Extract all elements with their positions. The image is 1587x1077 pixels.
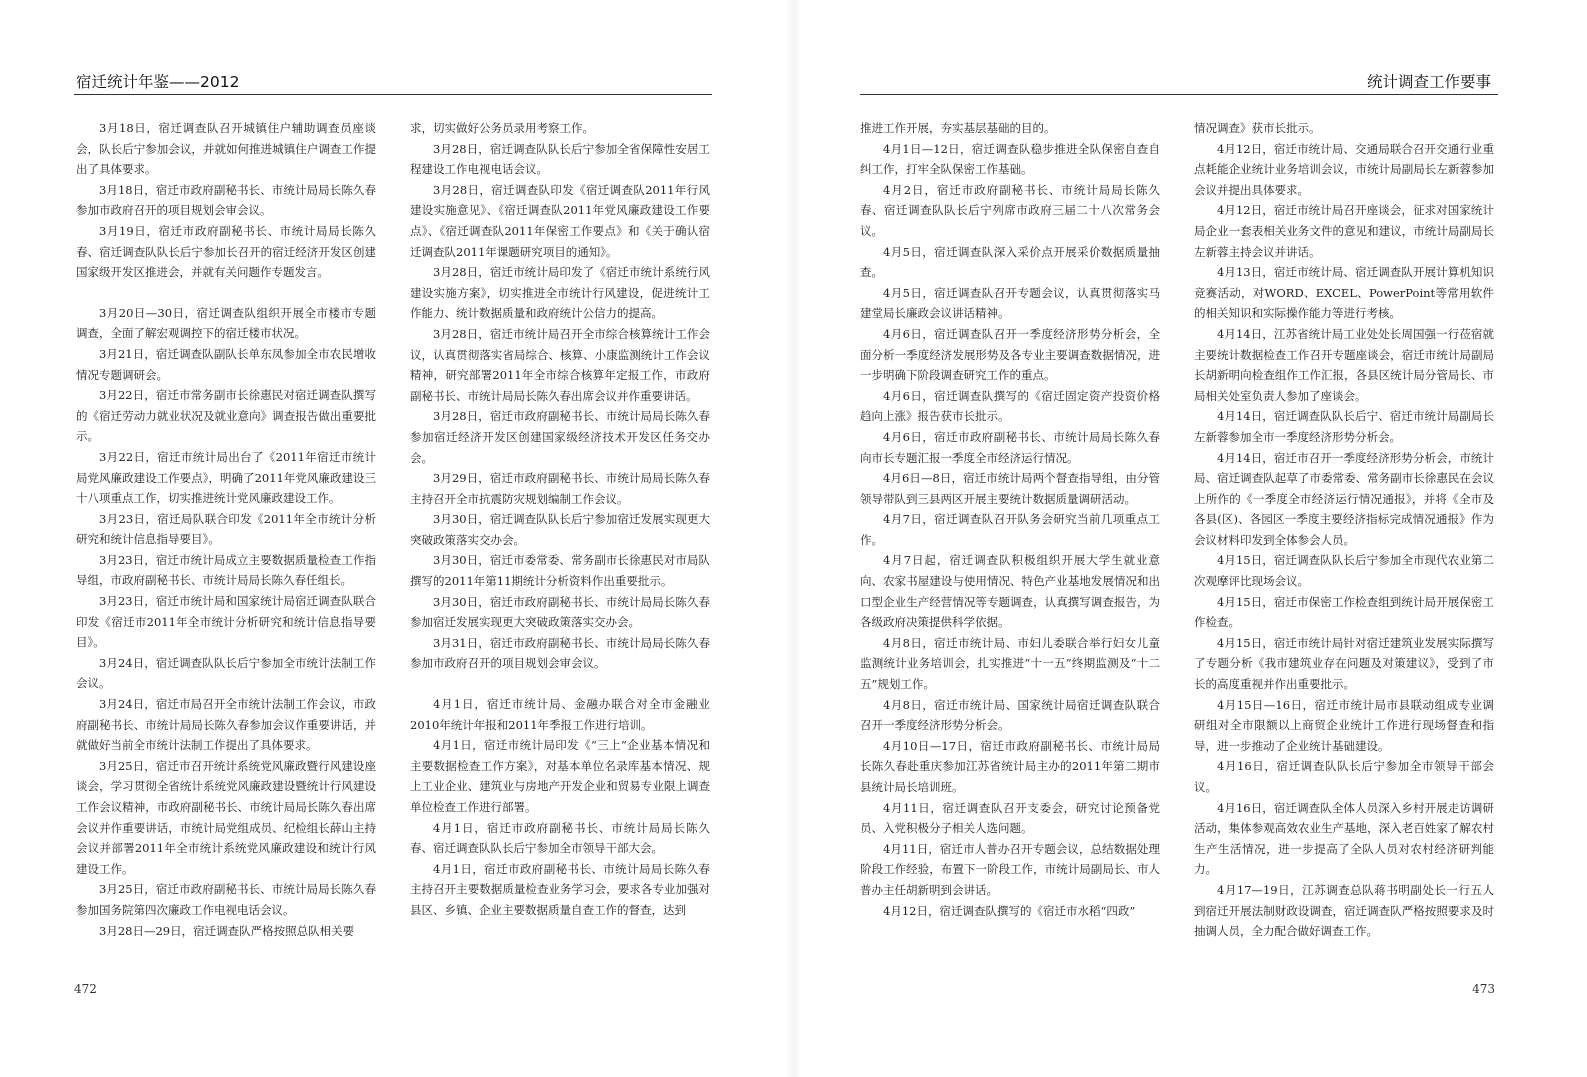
- entry-paragraph: 3月21日，宿迁调查队副队长单东凤参加全市农民增收情况专题调研会。: [76, 346, 376, 382]
- entry-paragraph: 4月11日，宿迁市人普办召开专题会议，总结数据处理阶段工作经验，布置下一阶段工作，市统计局副局长、市人普办主任胡新明到会讲话。: [860, 841, 1160, 897]
- entry-paragraph: 4月8日，宿迁市统计局、市妇儿委联合举行妇女儿童监测统计业务培训会，扎实推进“十一五”终期监测及“十二五”规划工作。: [860, 635, 1160, 692]
- entry-paragraph: 3月24日，宿迁市局召开全市统计法制工作会议，市政府副秘书长、市统计局局长陈久春参加会议作重要讲话，并就做好当前全市统计法制工作提出了具体要求。: [76, 697, 376, 753]
- entry-paragraph: 3月28日，宿迁调查队队长后宁参加全省保障性安居工程建设工作电视电话会议。: [410, 141, 710, 177]
- entry-paragraph: 4月11日，宿迁调查队召开支委会，研究讨论预备党员、入党积极分子相关人选问题。: [860, 800, 1160, 836]
- right-page-header: 统计调查工作要事: [1366, 73, 1491, 91]
- entry-paragraph: 4月7日起，宿迁调查队积极组织开展大学生就业意向、农家书屋建设与使用情况、特色产业基地发展情况和出口型企业生产经营情况等专题调查，认真撰写调查报告，为各级政府决策提供科学依据。: [860, 553, 1160, 630]
- entry-paragraph: 4月8日，宿迁市统计局、国家统计局宿迁调查队联合召开一季度经济形势分析会。: [860, 697, 1160, 733]
- entry-paragraph: 3月29日，宿迁市政府副秘书长、市统计局局长陈久春主持召开全市抗震防灾规划编制工作会议。: [410, 471, 710, 506]
- entry-paragraph: 4月12日，宿迁调查队撰写的《宿迁市水稻“四政”: [883, 903, 1136, 918]
- entry-paragraph: 4月12日，宿迁市统计局召开座谈会，征求对国家统计局企业一套表相关业务文件的意见和建议，市统计局副局长左新蓉主持会议并讲话。: [1194, 203, 1494, 259]
- entry-paragraph: 4月17—19日，江苏调查总队蒋书明副处长一行五人到宿迁开展法制财政设调查，宿迁调查队严格按照要求及时抽调人员，全力配合做好调查工作。: [1194, 882, 1494, 939]
- entry-paragraph: 4月1日，宿迁市政府副秘书长、市统计局局长陈久春主持召开主要数据质量检查业务学习会，要求各专业加强对县区、乡镇、企业主要数据质量自查工作的督查，达到: [410, 861, 710, 917]
- entry-paragraph: 4月5日，宿迁调查队召开专题会议，认真贯彻落实马建堂局长廉政会议讲话精神。: [860, 285, 1160, 321]
- left-page-header: 宿迁统计年鉴——2012: [76, 73, 240, 91]
- left-column-1: [76, 118, 376, 968]
- entry-paragraph: 4月6日—8日，宿迁市统计局两个督查指导组，由分管领导带队到三县两区开展主要统计数据质量调研活动。: [860, 471, 1160, 506]
- entry-paragraph: 4月1日，宿迁市政府副秘书长、市统计局局长陈久春、宿迁调查队队长后宁参加全市领导干部大会。: [410, 820, 710, 856]
- entry-paragraph: 3月25日，宿迁市召开统计系统党风廉政暨行风建设座谈会，学习贯彻全省统计系统党风廉政建设暨统计行风建设工作会议精神，市政府副秘书长、市统计局局长陈久春出席会议并作重要讲话，市统计局党组成员、纪检组长薛山主持会议并部署2011年全市统计系统党风廉政建设和统计行风建设工作。: [76, 758, 376, 876]
- entry-paragraph: 3月28日，宿迁市政府副秘书长、市统计局局长陈久春参加宿迁经济开发区创建国家级经济技术开发区任务交办会。: [410, 409, 710, 465]
- entry-paragraph: 4月15日，宿迁市保密工作检查组到统计局开展保密工作检查。: [1194, 594, 1494, 630]
- entry-paragraph: 3月22日，宿迁市常务副市长徐惠民对宿迁调查队撰写的《宿迁劳动力就业状况及就业意向》调查报告做出重要批示。: [76, 388, 376, 444]
- entry-paragraph: 4月1日，宿迁市统计局、金融办联合对全市金融业2010年统计年报和2011年季报工作进行培训。: [410, 697, 710, 732]
- entry-paragraph: 4月16日，宿迁调查队队长后宁参加全市领导干部会议。: [1194, 759, 1494, 794]
- entry-paragraph: 4月13日，宿迁市统计局、宿迁调查队开展计算机知识竞赛活动，对WORD、EXCEL、PowerPoint等常用软件的相关知识和实际操作能力等进行考核。: [1194, 265, 1494, 321]
- entry-paragraph: 4月12日，宿迁市统计局、交通局联合召开交通行业重点耗能企业统计业务培训会议，市统计局副局长左新蓉参加会议并提出具体要求。: [1194, 141, 1494, 197]
- entry-paragraph: 4月7日，宿迁调查队召开队务会研究当前几项重点工作。: [860, 512, 1160, 547]
- entry-paragraph: 4月14日，宿迁市召开一季度经济形势分析会，市统计局、宿迁调查队起草了市委常委、常务副市长徐惠民在会议上所作的《一季度全市经济运行情况通报》，并将《全市及各县(区)、各园区一季度主要经济指标完成情况通报》作为会议材料印发到全体参会人员。: [1194, 450, 1494, 547]
- entry-paragraph: 4月5日，宿迁调查队深入采价点开展采价数据质量抽查。: [860, 244, 1160, 280]
- entry-paragraph: 3月18日，宿迁调查队召开城镇住户辅助调查员座谈会，队长后宁参加会议，并就如何推进城镇住户调查工作提出了具体要求。: [76, 121, 376, 177]
- left-page: [0, 0, 793, 1077]
- entry-paragraph: 3月24日，宿迁调查队队长后宁参加全市统计法制工作会议。: [76, 655, 376, 691]
- entry-paragraph: 3月22日，宿迁市统计局出台了《2011年宿迁市统计局党风廉政建设工作要点》，明确了2011年党风廉政建设三十八项重点工作，切实推进统计党风廉政建设工作。: [76, 449, 376, 506]
- left-header-rule: [74, 94, 712, 95]
- right-page: [794, 0, 1587, 1077]
- entry-paragraph: 推进工作开展，夯实基层基础的目的。: [860, 121, 1056, 135]
- entry-paragraph: 3月18日，宿迁市政府副秘书长、市统计局局长陈久春参加市政府召开的项目规划会审会议。: [76, 182, 376, 218]
- entry-paragraph: 3月20日—30日，宿迁调查队组织开展全市楼市专题调查，全面了解宏观调控下的宿迁楼市状况。: [76, 305, 376, 341]
- entry-paragraph: 求，切实做好公务员录用考察工作。: [410, 121, 594, 135]
- entry-paragraph: 4月14日，江苏省统计局工业处处长周国强一行莅宿就主要统计数据检查工作召开专题座谈会，宿迁市统计局副局长胡新明向检查组作工作汇报，各县区统计局分管局长、市局相关处室负责人参加了座谈会。: [1194, 326, 1494, 403]
- entry-paragraph: 3月23日，宿迁市统计局成立主要数据质量检查工作指导组，市政府副秘书长、市统计局局长陈久春任组长。: [76, 552, 376, 588]
- entry-paragraph: 3月28日，宿迁市统计局印发了《宿迁市统计系统行风建设实施方案》，切实推进全市统计行风建设，促进统计工作能力、统计数据质量和政府统计公信力的提高。: [410, 265, 710, 321]
- entry-paragraph: 3月30日，宿迁市委常委、常务副市长徐惠民对市局队撰写的2011年第11期统计分析资料作出重要批示。: [410, 553, 710, 589]
- entry-paragraph: 3月30日，宿迁市政府副秘书长、市统计局局长陈久春参加宿迁发展实现更大突破政策落实交办会。: [410, 594, 710, 630]
- entry-paragraph: 4月2日，宿迁市政府副秘书长、市统计局局长陈久春、宿迁调查队队长后宁列席市政府三届二十八次常务会议。: [860, 182, 1160, 238]
- entry-paragraph: 3月28日，宿迁调查队印发《宿迁调查队2011年行风建设实施意见》、《宿迁调查队2011年党风廉政建设工作要点》、《宿迁调查队2011年保密工作要点》和《关于确认宿迁调查队2011年课题研究项目的通知》。: [410, 182, 710, 259]
- entry-paragraph: 4月6日，宿迁调查队召开一季度经济形势分析会，全面分析一季度经济发展形势及各专业主要调查数据情况，进一步明确下阶段调查研究工作的重点。: [860, 326, 1160, 383]
- left-page-number: 472: [74, 982, 97, 996]
- entry-paragraph: 4月15日—16日，宿迁市统计局市县联动组成专业调研组对全市限额以上商贸企业统计工作进行现场督查和指导，进一步推动了企业统计基础建设。: [1194, 697, 1494, 753]
- entry-paragraph: 4月1日—12日，宿迁调查队稳步推进全队保密自查自纠工作，打牢全队保密工作基础。: [860, 141, 1160, 177]
- entry-paragraph: 3月23日，宿迁市统计局和国家统计局宿迁调查队联合印发《宿迁市2011年全市统计分析研究和统计信息指导要目》。: [76, 594, 376, 650]
- entry-paragraph: 4月10日—17日，宿迁市政府副秘书长、市统计局局长陈久春赴重庆参加江苏省统计局主办的2011年第二期市县统计局长培训班。: [860, 738, 1160, 794]
- right-page-number: 473: [1472, 982, 1495, 996]
- entry-paragraph: 4月6日，宿迁调查队撰写的《宿迁固定资产投资价格趋向上涨》报告获市长批示。: [860, 388, 1160, 424]
- entry-paragraph: 4月15日，宿迁调查队队长后宁参加全市现代农业第二次观摩评比现场会议。: [1194, 553, 1494, 589]
- entry-paragraph: 4月1日，宿迁市统计局印发《“三上”企业基本情况和主要数据检查工作方案》，对基本单位名录库基本情况、规上工业企业、建筑业与房地产开发企业和贸易专业限上调查单位检查工作进行部署。: [410, 738, 710, 814]
- entry-paragraph: 3月31日，宿迁市政府副秘书长、市统计局局长陈久春参加市政府召开的项目规划会审会议。: [410, 635, 710, 671]
- right-column-2: [1194, 118, 1494, 968]
- entry-paragraph: 4月14日，宿迁调查队队长后宁、宿迁市统计局副局长左新蓉参加全市一季度经济形势分析会。: [1194, 409, 1494, 444]
- right-column-1: [860, 118, 1160, 968]
- entry-paragraph: 3月19日，宿迁市政府副秘书长、市统计局局长陈久春、宿迁调查队队长后宁参加长召开的宿迁经济开发区创建国家级开发区推进会，并就有关问题作专题发言。: [76, 223, 376, 280]
- entry-paragraph: 3月23日，宿迁局队联合印发《2011年全市统计分析研究和统计信息指导要目》。: [76, 511, 376, 547]
- entry-paragraph: 4月16日，宿迁调查队全体人员深入乡村开展走访调研活动，集体参观高效农业生产基地，深入老百姓家了解农村生产生活情况，进一步提高了全队人员对农村经济研判能力。: [1194, 800, 1494, 877]
- entry-paragraph: 3月25日，宿迁市政府副秘书长、市统计局局长陈久春参加国务院第四次廉政工作电视电话会议。: [76, 882, 376, 917]
- entry-paragraph: 4月15日，宿迁市统计局针对宿迁建筑业发展实际撰写了专题分析《我市建筑业存在问题及对策建议》，受到了市长的高度重视并作出重要批示。: [1194, 635, 1494, 692]
- entry-paragraph: 3月28日，宿迁市统计局召开全市综合核算统计工作会议，认真贯彻落实省局综合、核算、小康监测统计工作会议精神，研究部署2011年全市综合核算年定报工作，市政府副秘书长、市统计局局长陈久春出席会议并作重要讲话。: [410, 326, 710, 403]
- entry-paragraph: 3月30日，宿迁调查队队长后宁参加宿迁发展实现更大突破政策落实交办会。: [410, 512, 710, 547]
- entry-paragraph: 情况调查》获市长批示。: [1194, 121, 1321, 135]
- entry-paragraph: 3月28日—29日，宿迁调查队严格按照总队相关要: [99, 923, 355, 938]
- entry-paragraph: 4月6日，宿迁市政府副秘书长、市统计局局长陈久春向市长专题汇报一季度全市经济运行情况。: [860, 429, 1160, 465]
- left-column-2: [410, 118, 710, 968]
- right-header-rule: [860, 94, 1498, 95]
